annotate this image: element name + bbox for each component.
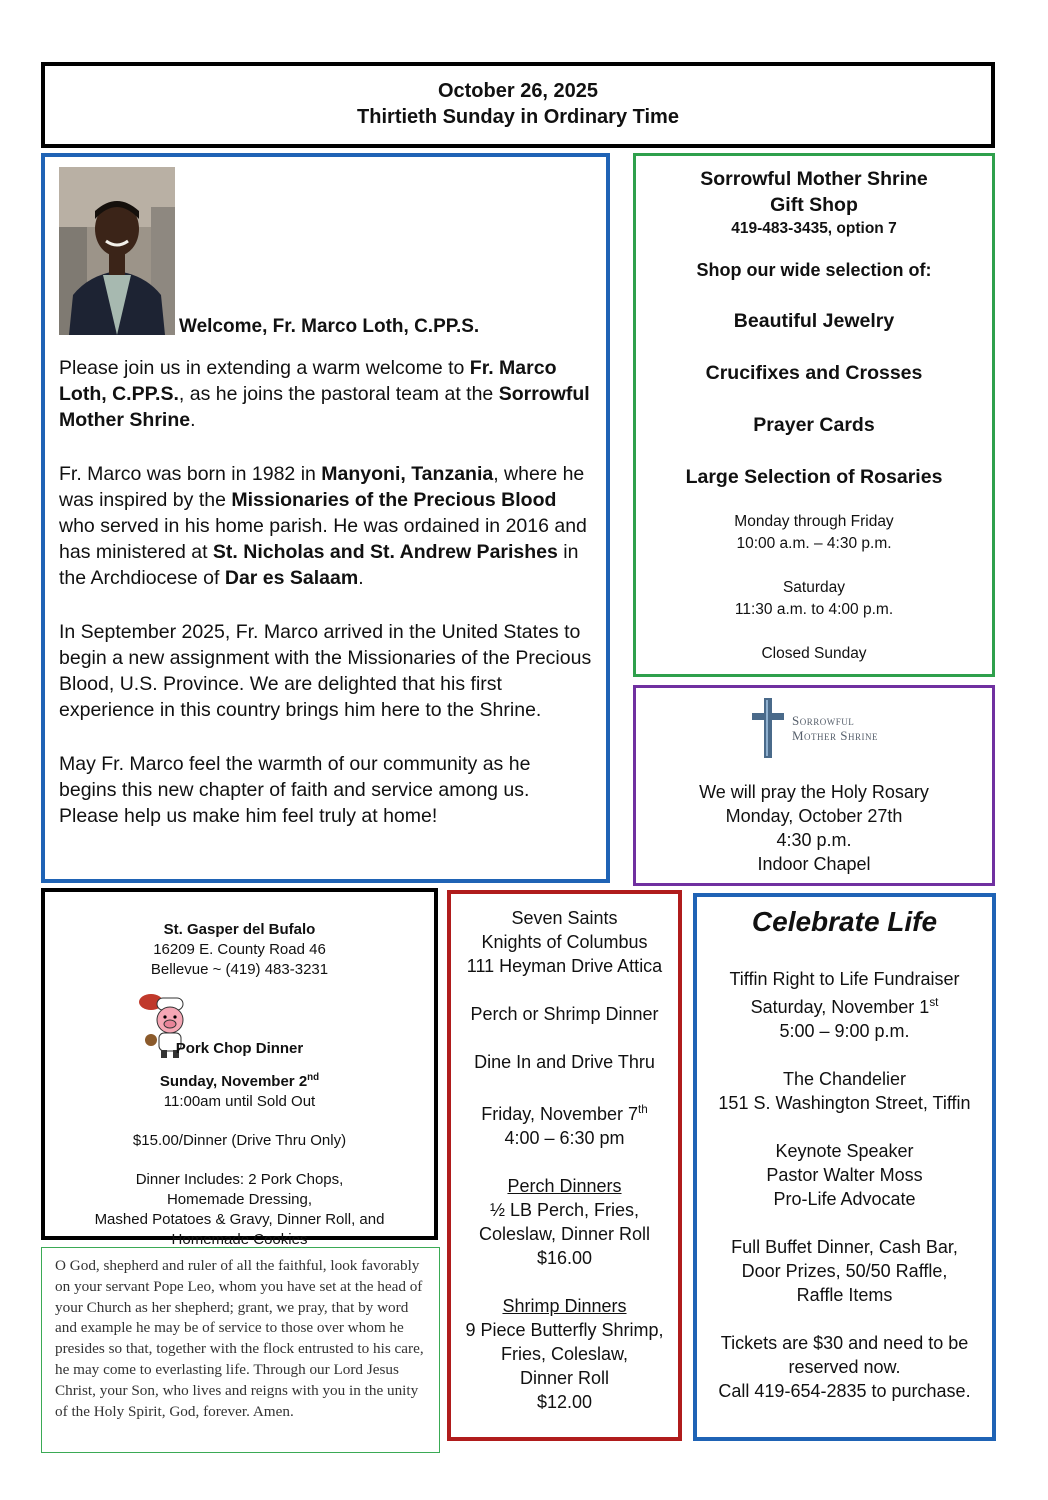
knights-dinner-box <box>447 890 682 1441</box>
fundraiser-time: 5:00 – 9:00 p.m. <box>779 1021 910 1041</box>
rosary-line-2: Monday, October 27th <box>725 806 903 826</box>
tickets-line-2: reserved now. <box>788 1357 901 1377</box>
weekday-label: Monday through Friday <box>734 513 894 530</box>
logo-text-line1: Sorrowful <box>791 713 855 728</box>
dinner-includes-4: Homemade Cookies <box>171 1231 308 1248</box>
tickets-line-3: Call 419-654-2835 to purchase. <box>718 1381 971 1401</box>
knights-service: Dine In and Drive Thru <box>474 1052 655 1072</box>
event-title: Pork Chop Dinner <box>175 1040 304 1057</box>
speaker-role: Pro-Life Advocate <box>773 1189 916 1209</box>
prayer-for-pope-box <box>41 1247 440 1453</box>
gift-shop-title: Sorrowful Mother Shrine <box>700 168 928 190</box>
venue-name: St. Gasper del Bufalo <box>163 921 316 938</box>
fundraiser-extras-2: Door Prizes, 50/50 Raffle, <box>741 1261 948 1281</box>
bulletin-header <box>41 62 995 148</box>
bulletin-date: October 26, 2025 <box>437 80 599 102</box>
shrimp-line-3: Dinner Roll <box>519 1368 610 1388</box>
gift-shop-phone: 419-483-3435, option 7 <box>731 220 897 237</box>
perch-line-1: ½ LB Perch, Fries, <box>489 1200 640 1220</box>
gift-shop-intro: Shop our wide selection of: <box>696 260 932 280</box>
perch-line-2: Coleslaw, Dinner Roll <box>478 1224 651 1244</box>
shrine-logo <box>636 698 992 758</box>
fundraiser-extras-1: Full Buffet Dinner, Cash Bar, <box>731 1237 958 1257</box>
speaker-label: Keynote Speaker <box>775 1141 914 1161</box>
venue-address: 16209 E. County Road 46 <box>153 941 326 958</box>
shrimp-price: $12.00 <box>536 1392 593 1412</box>
venue-city-phone: Bellevue ~ (419) 483-3231 <box>150 961 329 978</box>
gift-shop-item: Beautiful Jewelry <box>733 310 895 332</box>
event-date: Sunday, November 2nd <box>159 1072 320 1090</box>
shrimp-heading: Shrimp Dinners <box>502 1296 627 1316</box>
knights-line-1: Seven Saints <box>511 908 618 928</box>
knights-address: 111 Heyman Drive Attica <box>466 956 663 976</box>
celebrate-title: Celebrate Life <box>751 906 938 937</box>
weekday-hours: 10:00 a.m. – 4:30 p.m. <box>736 535 892 552</box>
welcome-paragraph-1: Please join us in extending a warm welcome to Fr. Marco Loth, C.PP.S., as he joins the pastoral team at the Sorrowful Mother Shrine. <box>59 357 590 431</box>
welcome-paragraph-3: In September 2025, Fr. Marco arrived in the United States to begin a new assignment with the Missionaries of the Precious Blood, U.S. Province. We are delighted that his first experience in this country brings him here to the Shrine. <box>59 621 592 721</box>
dinner-includes-2: Homemade Dressing, <box>166 1191 313 1208</box>
welcome-paragraph-2: Fr. Marco was born in 1982 in Manyoni, Tanzania, where he was inspired by the Missionaries of the Precious Blood who served in his home parish. He was ordained in 2016 and has ministered at St. Nicholas and St. Andrew Parishes in the Archdiocese of Dar es Salaam. <box>59 463 587 589</box>
perch-heading: Perch Dinners <box>507 1176 622 1196</box>
pork-chop-dinner-box <box>41 888 438 1248</box>
fundraiser-date: Saturday, November 1st <box>750 996 939 1017</box>
perch-price: $16.00 <box>536 1248 593 1268</box>
dinner-price: $15.00/Dinner (Drive Thru Only) <box>132 1132 347 1149</box>
prayer-text: O God, shepherd and ruler of all the faithful, look favorably on your servant Pope Leo, whom you have set at the head of your Church as her shepherd; grant, we pray, that by word and example he may be of service to those over whom he presides so that, together with the flock entrusted to his care, he may come to everlasting life. Through our Lord Jesus Christ, your Son, who lives and reigns with you in the unity of the Holy Spirit, God, forever. Amen. <box>55 1257 424 1420</box>
gift-shop-subtitle: Gift Shop <box>770 194 858 216</box>
tickets-line-1: Tickets are $30 and need to be <box>720 1333 969 1353</box>
knights-date: Friday, November 7th <box>481 1103 648 1124</box>
fundraiser-extras-3: Raffle Items <box>796 1285 893 1305</box>
gift-shop-item: Crucifixes and Crosses <box>705 362 923 384</box>
welcome-article <box>41 153 610 883</box>
fundraiser-venue: The Chandelier <box>782 1069 907 1089</box>
knights-time: 4:00 – 6:30 pm <box>504 1128 625 1148</box>
fundraiser-name: Tiffin Right to Life Fundraiser <box>729 969 960 989</box>
event-time: 11:00am until Sold Out <box>163 1093 316 1110</box>
gift-shop-box <box>633 153 995 677</box>
fundraiser-address: 151 S. Washington Street, Tiffin <box>718 1093 971 1113</box>
saturday-label: Saturday <box>782 579 846 596</box>
gift-shop-item: Large Selection of Rosaries <box>685 466 943 488</box>
dinner-includes-3: Mashed Potatoes & Gravy, Dinner Roll, and <box>94 1211 385 1228</box>
liturgical-day: Thirtieth Sunday in Ordinary Time <box>357 106 679 128</box>
priest-photo <box>59 167 175 335</box>
dinner-includes-1: Dinner Includes: 2 Pork Chops, <box>135 1171 344 1188</box>
knights-dinner-title: Perch or Shrimp Dinner <box>470 1004 659 1024</box>
gift-shop-item: Prayer Cards <box>753 414 875 436</box>
shrimp-line-1: 9 Piece Butterfly Shrimp, <box>465 1320 664 1340</box>
cross-icon <box>750 698 786 758</box>
rosary-box <box>633 685 995 886</box>
sunday-closed: Closed Sunday <box>761 645 867 662</box>
rosary-line-3: 4:30 p.m. <box>776 830 852 850</box>
knights-line-2: Knights of Columbus <box>481 932 648 952</box>
saturday-hours: 11:30 a.m. to 4:00 p.m. <box>734 601 894 618</box>
welcome-title: Welcome, Fr. Marco Loth, C.PP.S. <box>179 316 480 337</box>
logo-text-line2: Mother Shrine <box>791 728 879 743</box>
rosary-line-4: Indoor Chapel <box>757 854 871 874</box>
welcome-paragraph-4: May Fr. Marco feel the warmth of our community as he begins this new chapter of faith and service among us. Please help us make him feel truly at home! <box>59 753 531 827</box>
celebrate-life-box <box>693 893 996 1441</box>
rosary-line-1: We will pray the Holy Rosary <box>699 782 929 802</box>
shrimp-line-2: Fries, Coleslaw, <box>500 1344 629 1364</box>
speaker-name: Pastor Walter Moss <box>766 1165 923 1185</box>
